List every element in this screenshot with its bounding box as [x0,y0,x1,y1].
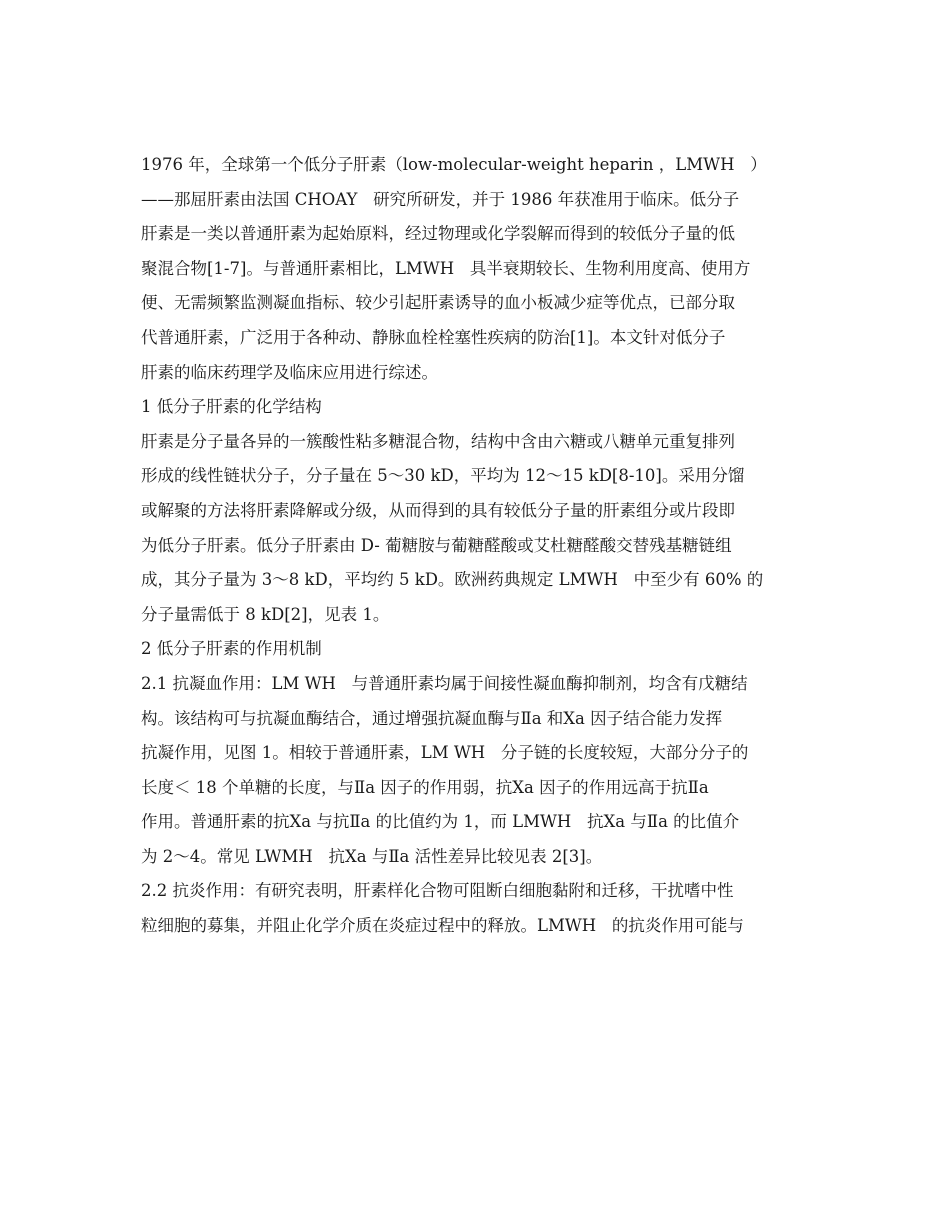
text-line: 粒细胞的募集，并阻止化学介质在炎症过程中的释放。LMWH 的抗炎作用可能与 [141,916,744,936]
text-line: 代普通肝素，广泛用于各种动、静脉血栓栓塞性疾病的防治[1]。本文针对低分子 [141,327,726,347]
text-line: 肝素的临床药理学及临床应用进行综述。 [141,362,438,382]
text-line: 构。该结构可与抗凝血酶结合，通过增强抗凝血酶与Ⅱa 和Ⅹa 因子结合能力发挥 [141,708,723,728]
text-line: 2.2 抗炎作用：有研究表明，肝素样化合物可阻断白细胞黏附和迁移，干扰嗜中性 [141,881,734,901]
text-line: 或解聚的方法将肝素降解或分级，从而得到的具有较低分子量的肝素组分或片段即 [141,500,735,520]
text-line: 肝素是分子量各异的一簇酸性粘多糖混合物，结构中含由六糖或八糖单元重复排列 [141,431,735,451]
text-line: 抗凝作用，见图 1。相较于普通肝素，LM WH 分子链的长度较短，大部分分子的 [141,743,749,763]
text-line: 分子量需低于 8 kD[2]，见表 1。 [141,604,390,624]
document-page [141,148,821,944]
text-line: 1976 年，全球第一个低分子肝素（low-molecular-weight heparin ，LMWH ） [141,155,767,174]
section-heading: 1 低分子肝素的化学结构 [141,397,322,417]
text-line: 形成的线性链状分子，分子量在 5～30 kD，平均为 12～15 kD[8-10]。采用分馏 [141,466,745,486]
text-line: 肝素是一类以普通肝素为起始原料，经过物理或化学裂解而得到的较低分子量的低 [141,224,735,244]
text-line: 聚混合物[1-7]。与普通肝素相比，LMWH 具半衰期较长、生物利用度高、使用方 [141,258,751,278]
text-line: 为低分子肝素。低分子肝素由 D- 葡糖胺与葡糖醛酸或艾杜糖醛酸交替残基糖链组 [141,535,732,555]
section-heading: 2 低分子肝素的作用机制 [141,639,322,659]
text-line: 2.1 抗凝血作用：LM WH 与普通肝素均属于间接性凝血酶抑制剂，均含有戊糖结 [141,673,748,693]
text-line: 长度＜ 18 个单糖的长度，与Ⅱa 因子的作用弱，抗Ⅹa 因子的作用远高于抗Ⅱa [141,777,709,797]
text-line: 作用。普通肝素的抗Ⅹa 与抗Ⅱa 的比值约为 1，而 LMWH 抗Ⅹa 与Ⅱa 的比值介 [141,812,740,832]
text-line: 成，其分子量为 3～8 kD，平均约 5 kD。欧洲药典规定 LMWH 中至少有 60% 的 [141,570,764,590]
text-line: 为 2～4。常见 LWMH 抗Ⅹa 与Ⅱa 活性差异比较见表 2[3]。 [141,846,603,866]
text-line: ——那屈肝素由法国 CHOAY 研究所研发，并于 1986 年获准用于临床。低分子 [141,189,740,209]
text-line: 便、无需频繁监测凝血指标、较少引起肝素诱导的血小板减少症等优点，已部分取 [141,293,735,313]
